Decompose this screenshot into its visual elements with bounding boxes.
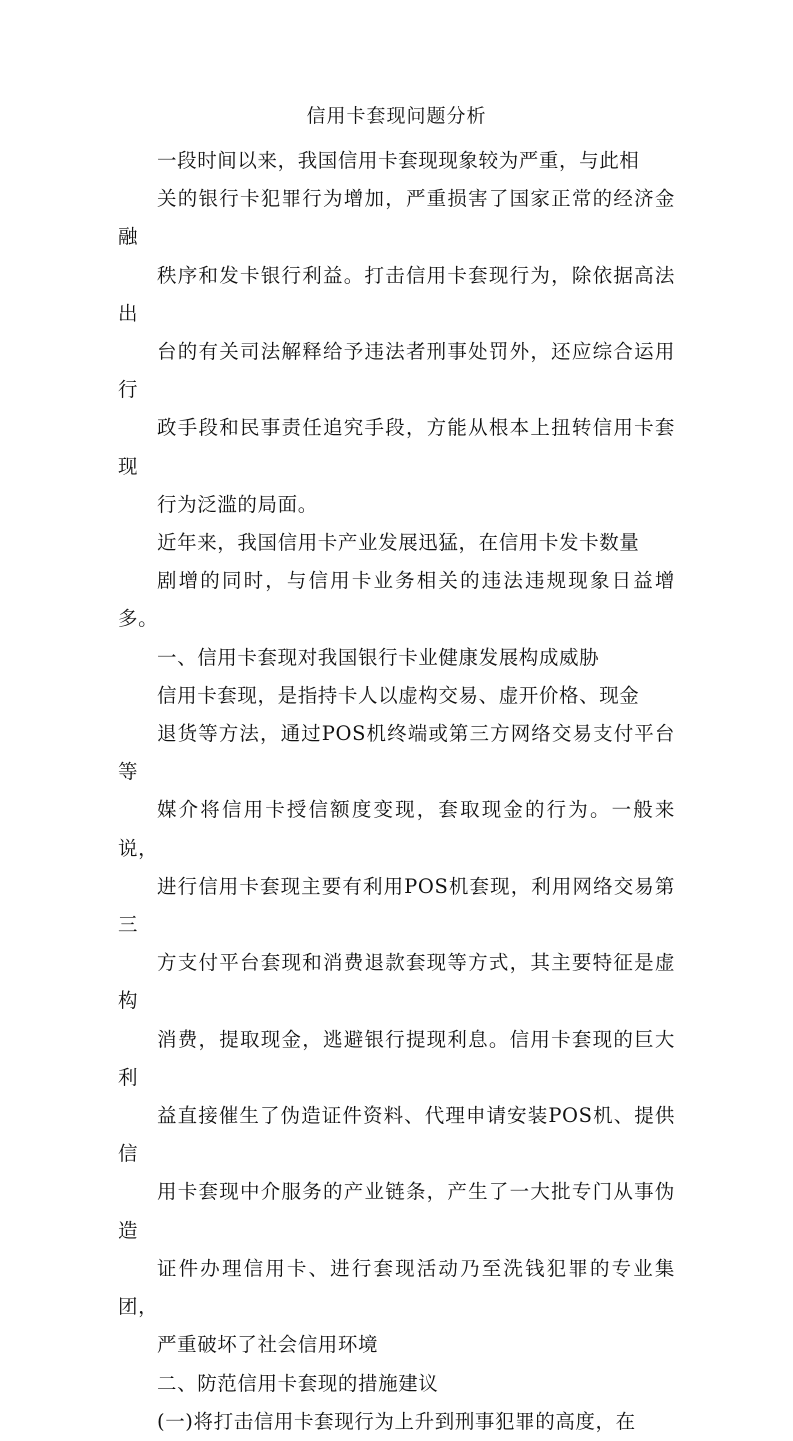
- body-paragraph: [118, 142, 675, 524]
- paragraph-line: 一、信用卡套现对我国银行卡业健康发展构成威胁: [157, 645, 600, 669]
- paragraph-line: 近年来，我国信用卡产业发展迅猛，在信用卡发卡数量: [157, 531, 640, 555]
- paragraph-line: 媒介将信用卡授信额度变现，套取现金的行为。一般来说，: [118, 798, 675, 860]
- paragraph-line: 退货等方法，通过POS机终端或第三方网络交易支付平台等: [118, 722, 675, 784]
- paragraph-line: 消费，提取现金，逃避银行提现利息。信用卡套现的巨大利: [118, 1027, 675, 1089]
- body-paragraph: [118, 677, 675, 1365]
- document-body: [118, 142, 675, 1441]
- body-paragraph: [118, 1365, 675, 1403]
- body-paragraph: [118, 1403, 675, 1441]
- paragraph-line: 剧增的同时，与信用卡业务相关的违法违规现象日益增多。: [118, 569, 675, 631]
- paragraph-line: 行为泛滥的局面。: [157, 492, 318, 516]
- paragraph-line: 政手段和民事责任追究手段，方能从根本上扭转信用卡套现: [118, 416, 675, 478]
- paragraph-line: 益直接催生了伪造证件资料、代理申请安装POS机、提供信: [118, 1104, 675, 1166]
- paragraph-line: 二、防范信用卡套现的措施建议: [157, 1371, 439, 1395]
- document-title: 信用卡套现问题分析: [306, 105, 487, 127]
- paragraph-line: 用卡套现中介服务的产业链条，产生了一大批专门从事伪造: [118, 1180, 675, 1242]
- paragraph-line: 台的有关司法解释给予违法者刑事处罚外，还应综合运用行: [118, 340, 675, 402]
- paragraph-line: 秩序和发卡银行利益。打击信用卡套现行为，除依据高法出: [118, 263, 675, 325]
- paragraph-line: 方支付平台套现和消费退款套现等方式，其主要特征是虚构: [118, 951, 675, 1013]
- paragraph-line: 关的银行卡犯罪行为增加，严重损害了国家正常的经济金融: [118, 187, 675, 249]
- body-paragraph: [118, 524, 675, 639]
- body-paragraph: [118, 639, 675, 677]
- paragraph-line: (一)将打击信用卡套现行为上升到刑事犯罪的高度，在: [157, 1409, 636, 1433]
- paragraph-line: 一段时间以来，我国信用卡套现现象较为严重，与此相: [157, 149, 640, 172]
- paragraph-line: 信用卡套现，是指持卡人以虚构交易、虚开价格、现金: [157, 683, 640, 707]
- paragraph-line: 进行信用卡套现主要有利用POS机套现，利用网络交易第三: [118, 874, 675, 937]
- paragraph-line: 证件办理信用卡、进行套现活动乃至洗钱犯罪的专业集团，: [118, 1256, 675, 1319]
- paragraph-line: 严重破坏了社会信用环境: [157, 1333, 379, 1357]
